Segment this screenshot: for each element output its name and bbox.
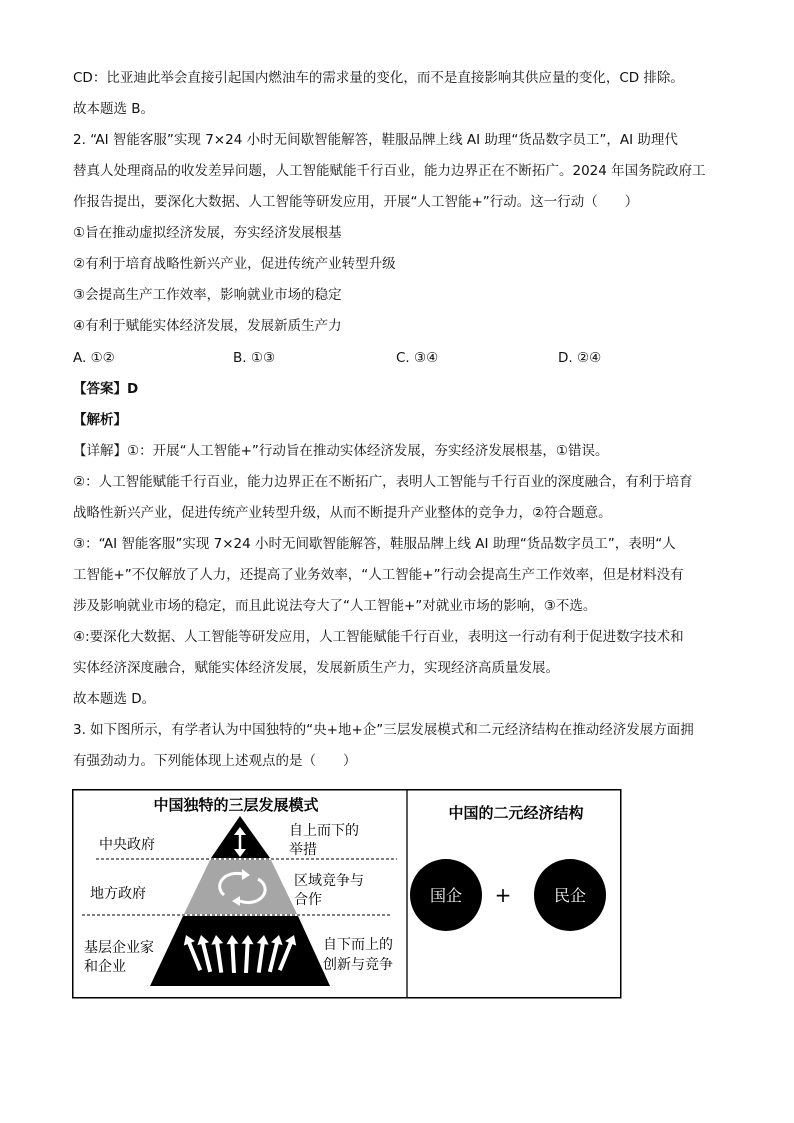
text-line: 作报告提出，要深化大数据、人工智能等研发应用，开展“人工智能+”行动。这一行动（ ） bbox=[73, 194, 639, 210]
grassroots-label: 和企业 bbox=[84, 959, 126, 975]
text-line: 故本题选 B。 bbox=[73, 101, 155, 117]
top-down-label: 自上而下的 bbox=[289, 823, 359, 839]
question-3-stem: 3. 如下图所示，有学者认为中国独特的“央+地+企”三层发展模式和二元经济结构在推动经济发展方面拥 bbox=[73, 722, 694, 738]
option-b: B. ①③ bbox=[233, 350, 276, 366]
detail-line: 战略性新兴产业，促进传统产业转型升级，从而不断提升产业整体的竞争力，②符合题意。 bbox=[73, 505, 612, 521]
detail-line: 实体经济深度融合，赋能实体经济发展，发展新质生产力，实现经济高质量发展。 bbox=[73, 660, 559, 676]
statement-2: ②有利于培育战略性新兴产业，促进传统产业转型升级 bbox=[73, 256, 396, 272]
detail-line: ③：“AI 智能客服”实现 7×24 小时无间歇智能解答，鞋服品牌上线 AI 助理“货品数字员工”，表明“人 bbox=[73, 536, 676, 552]
central-government-label: 中央政府 bbox=[99, 837, 155, 853]
text-line: 替真人处理商品的收发差异问题，人工智能赋能千行百业，能力边界正在不断拓广。2024 年国务院政府工 bbox=[73, 163, 706, 179]
statement-4: ④有利于赋能实体经济发展，发展新质生产力 bbox=[73, 318, 342, 334]
regional-label: 区域竞争与 bbox=[294, 873, 364, 889]
question-2-stem: 2. “AI 智能客服”实现 7×24 小时无间歇智能解答，鞋服品牌上线 AI 助理“货品数字员工”，AI 助理代 bbox=[73, 132, 678, 148]
detail-line: 涉及影响就业市场的稳定，而且此说法夸大了“人工智能+”对就业市场的影响，③不选。 bbox=[73, 598, 597, 614]
right-panel-title: 中国的二元经济结构 bbox=[448, 804, 584, 822]
top-down-label: 举措 bbox=[289, 842, 317, 858]
regional-label: 合作 bbox=[294, 892, 322, 908]
left-panel-title: 中国独特的三层发展模式 bbox=[153, 796, 319, 814]
analysis-label: 【解析】 bbox=[73, 412, 127, 428]
plus-sign: + bbox=[494, 883, 512, 907]
detail-line: ②：人工智能赋能千行百业，能力边界正在不断拓广，表明人工智能与千行百业的深度融合，有利于培育 bbox=[73, 474, 693, 490]
detail-line: 【详解】①：开展“人工智能+”行动旨在推动实体经济发展，夯实经济发展根基，①错误。 bbox=[73, 443, 609, 459]
bottom-up-label: 自下而上的 bbox=[323, 937, 393, 953]
grassroots-label: 基层企业家 bbox=[84, 940, 154, 956]
soe-label: 国企 bbox=[429, 886, 463, 905]
bottom-up-label: 创新与竞争 bbox=[323, 957, 393, 973]
private-enterprise-label: 民企 bbox=[553, 886, 587, 905]
detail-line: 故本题选 D。 bbox=[73, 691, 156, 707]
answer-label: 【答案】D bbox=[73, 381, 139, 397]
development-model-figure bbox=[72, 789, 624, 1001]
detail-line: 工智能+”不仅解放了人力，还提高了业务效率，“人工智能+”行动会提高生产工作效率，但是材料没有 bbox=[73, 567, 684, 583]
text-line: CD：比亚迪此举会直接引起国内燃油车的需求量的变化，而不是直接影响其供应量的变化，CD 排除。 bbox=[73, 70, 684, 86]
option-d: D. ②④ bbox=[558, 350, 602, 366]
text-line: 有强劲动力。下列能体现上述观点的是（ ） bbox=[73, 753, 357, 769]
local-government-label: 地方政府 bbox=[90, 886, 146, 902]
statement-1: ①旨在推动虚拟经济发展，夯实经济发展根基 bbox=[73, 225, 342, 241]
detail-line: ④:要深化大数据、人工智能等研发应用，人工智能赋能千行百业，表明这一行动有利于促进数字技术和 bbox=[73, 629, 684, 645]
option-a: A. ①② bbox=[73, 350, 115, 366]
statement-3: ③会提高生产工作效率，影响就业市场的稳定 bbox=[73, 287, 342, 303]
option-c: C. ③④ bbox=[396, 350, 439, 366]
